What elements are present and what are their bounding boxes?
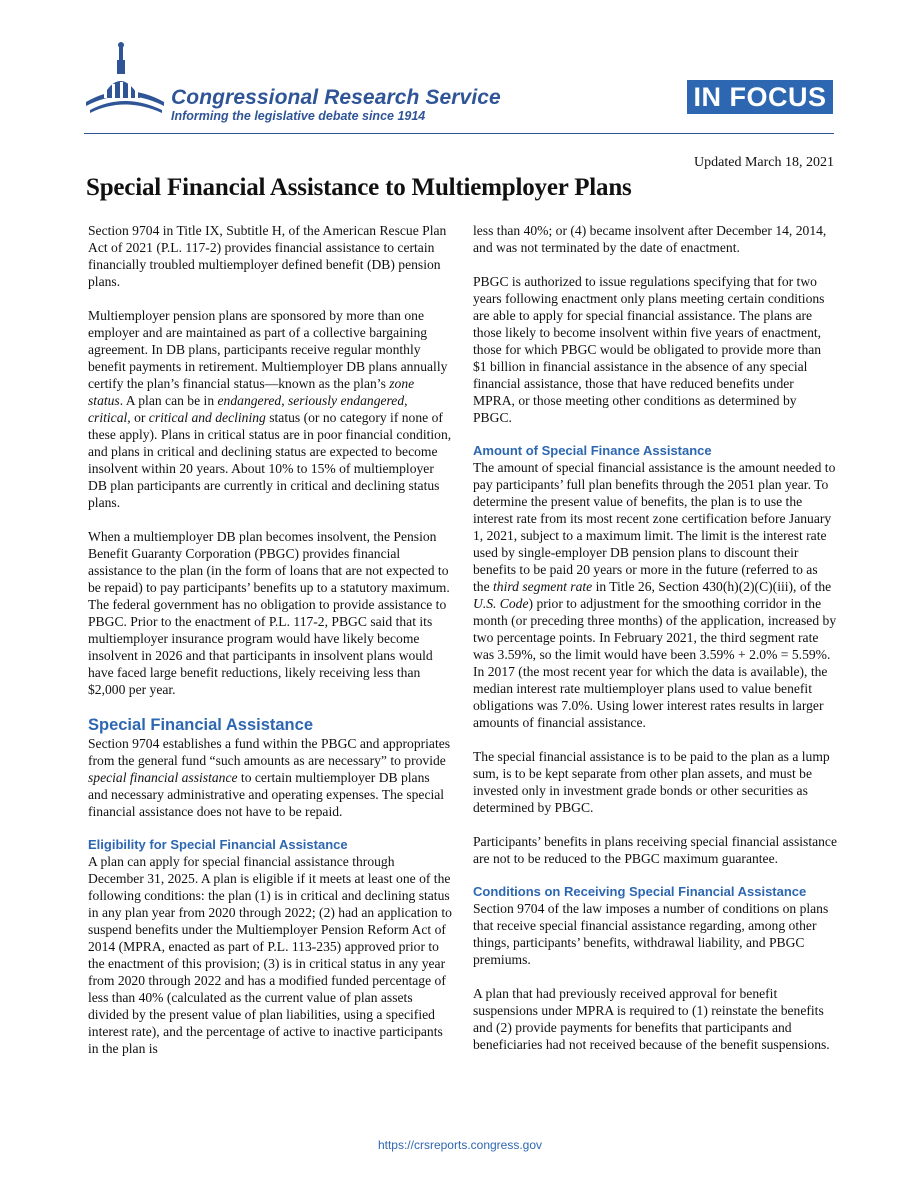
- paragraph: The amount of special financial assistance is the amount needed to pay participants’ full plan benefits through the 2051 plan year. To determine the present value of benefits, the plan is to use the interest rate from its most recent zone certification before January 1, 2021, subject to a maximum limit. The limit is the interest rate used by single-employer DB pension plans to discount their benefits to be paid 20 years or more in the future (referred to as the third segment rate in Title 26, Section 430(h)(2)(C)(iii), of the U.S. Code) prior to adjustment for the smoothing corridor in the month (or preceding three months) of the application, increased by two percentage points. In February 2021, the third segment rate was 3.59%, so the limit would have been 3.59% + 2.0% = 5.59%. In 2017 (the most recent year for which the data is available), the median interest rate multiemployer plans used to value benefit obligations was 7.0%. Using lower interest rates results in larger amounts of financial assistance.: [473, 460, 837, 730]
- org-tagline: Informing the legislative debate since 1914: [171, 109, 426, 123]
- subsection-heading: Eligibility for Special Financial Assistance: [88, 837, 348, 852]
- paragraph: less than 40%; or (4) became insolvent after December 14, 2014, and was not terminated by the date of enactment.: [473, 223, 827, 255]
- subsection-heading: Amount of Special Finance Assistance: [473, 443, 712, 458]
- in-focus-badge: IN FOCUS: [687, 80, 833, 114]
- paragraph: Multiemployer pension plans are sponsored by more than one employer and are maintained as part of a collective bargaining agreement. In DB plans, participants receive regular monthly benefit payments in retirement. Multiemployer DB plans annually certify the plan’s financial status—known as the plan’s zone status. A plan can be in endangered, seriously endangered, critical, or critical and declining status (or no category if none of these apply). Plans in critical status are in poor financial condition, and plans in critical and declining status are expected to become insolvent within 20 years. About 10% to 15% of multiemployer DB plan participants are currently in critical and declining status plans.: [88, 308, 452, 510]
- page-header: [0, 0, 920, 150]
- updated-date: Updated March 18, 2021: [694, 155, 834, 170]
- left-column: [88, 222, 452, 1057]
- page-title: Special Financial Assistance to Multiemployer Plans: [86, 174, 632, 201]
- footer-link[interactable]: https://crsreports.congress.gov: [377, 1138, 543, 1152]
- paragraph: Section 9704 in Title IX, Subtitle H, of the American Rescue Plan Act of 2021 (P.L. 117-2) provides financial assistance to certain financially troubled multiemployer defined benefit (DB) pension plans.: [88, 223, 447, 289]
- paragraph: A plan can apply for special financial assistance through December 31, 2025. A plan is eligible if it meets at least one of the following conditions: the plan (1) is in critical and declining status in any plan year from 2020 through 2022; (2) had an application to suspend benefits under the Multiemployer Pension Reform Act of 2014 (MPRA, enacted as part of P.L. 113-235) approved prior to the enactment of this provision; (3) is in critical status in any year from 2020 through 2022 and has a modified funded percentage of less than 40% (calculated as the current value of plan assets divided by the present value of plan liabilities, using a specified interest rate), and the percentage of active to inactive participants in the plan is: [88, 854, 452, 1056]
- paragraph: PBGC is authorized to issue regulations specifying that for two years following enactment only plans meeting certain conditions are able to apply for special financial assistance. The plans are those likely to become insolvent within five years of enactment, those for which PBGC would be obligated to provide more than $1 billion in financial assistance in the absence of any special financial assistance, those that have reduced benefits under MPRA, or those meeting other conditions as determined by PBGC.: [473, 274, 825, 425]
- paragraph: When a multiemployer DB plan becomes insolvent, the Pension Benefit Guaranty Corporation (PBGC) provides financial assistance to the plan (in the form of loans that are not expected to be repaid) to pay participants’ benefits up to a statutory maximum. The federal government has no obligation to provide assistance to PBGC. Prior to the enactment of P.L. 117-2, PBGC said that its multiemployer insurance program would have likely become insolvent in 2026 and that participants in insolvent plans would have faced large benefit reductions, likely receiving less than $2,000 per year.: [88, 529, 450, 697]
- section-heading: Special Financial Assistance: [88, 716, 313, 734]
- org-name: Congressional Research Service: [171, 86, 501, 109]
- right-column: [473, 222, 837, 1053]
- paragraph: A plan that had previously received approval for benefit suspensions under MPRA is required to (1) reinstate the benefits and (2) provide payments for benefits that participants and beneficiaries had not received because of the benefit suspensions.: [473, 986, 830, 1052]
- subsection-heading: Conditions on Receiving Special Financial Assistance: [473, 884, 807, 899]
- paragraph: The special financial assistance is to be paid to the plan as a lump sum, is to be kept separate from other plan assets, and must be invested only in investment grade bonds or other securities as determined by PBGC.: [473, 749, 830, 815]
- paragraph: Section 9704 establishes a fund within the PBGC and appropriates from the general fund “such amounts as are necessary” to provide special financial assistance to certain multiemployer DB plans and necessary administrative and operating expenses. The special financial assistance does not have to be repaid.: [88, 736, 451, 819]
- capitol-dome-icon: [84, 40, 166, 118]
- paragraph: Participants’ benefits in plans receiving special financial assistance are not to be reduced to the PBGC maximum guarantee.: [473, 834, 838, 866]
- header-divider: [84, 133, 834, 134]
- paragraph: Section 9704 of the law imposes a number of conditions on plans that receive special financial assistance regarding, among other things, participants’ benefits, withdrawal liability, and PBGC premiums.: [473, 901, 829, 967]
